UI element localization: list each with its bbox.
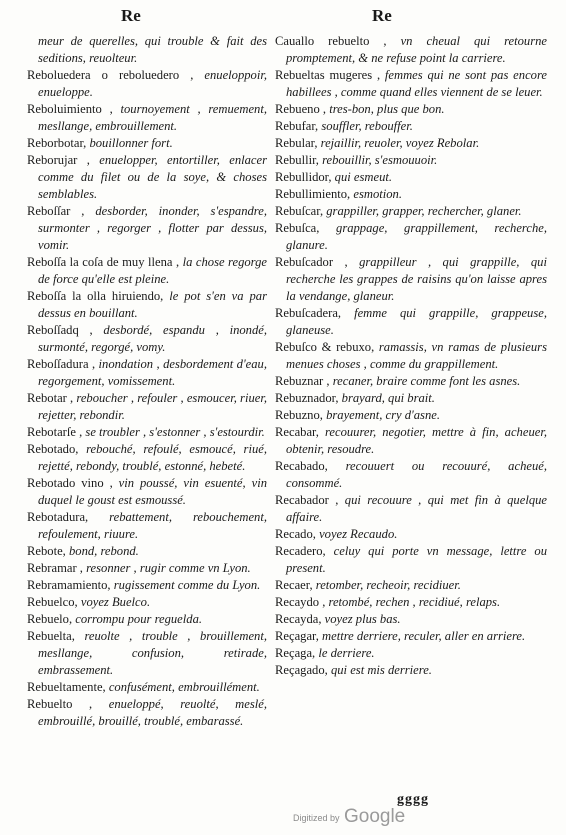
entry-headword: Rebullir, [275,153,319,167]
dictionary-entry [275,628,547,645]
dictionary-entry [27,543,267,560]
entry-headword: Rebotado, [27,442,79,456]
entry-definition: reboucher , refouler , esmoucer, riuer, rejetter, rebondir. [38,391,267,422]
dictionary-entry [27,560,267,577]
entry-headword: Recabador , [275,493,339,507]
watermark-small: Digitized by [293,812,340,823]
dictionary-entry [27,424,267,441]
entry-definition: tournoyement , remuement, mesllange, embrouillement. [38,102,267,133]
dictionary-entry [27,594,267,611]
entry-headword: Reboſſadq , [27,323,93,337]
dictionary-entry [27,628,267,679]
entry-headword: Rebullidor, [275,170,332,184]
header-right: Re [372,6,392,25]
entry-definition: recouuert ou recouuré, acheué, consommé. [286,459,547,490]
entry-headword: Reborujar , [27,153,90,167]
entry-definition: meur de querelles, qui trouble & fait des seditions, reuolteur. [38,34,267,65]
entry-definition: celuy qui porte vn message, lettre ou present. [286,544,547,575]
entry-definition: resonner , rugir comme vn Lyon. [82,561,251,575]
entry-definition: la chose regorge de force qu'elle est pleine. [38,255,267,286]
entry-headword: Rebotar , [27,391,74,405]
entry-headword: Recayda, [275,612,322,626]
dictionary-entry [275,611,547,628]
entry-headword: Reçagado, [275,663,328,677]
dictionary-entry [275,339,547,373]
entry-definition: vin poussé, vin esuenté, vin duquel le goust est esmoussé. [38,476,267,507]
entry-definition: reuolte , trouble , brouillement, mesllange, confusion, retirade, embrassement. [38,629,267,677]
dictionary-entry [275,101,547,118]
entry-definition: qui est mis derriere. [327,663,432,677]
dictionary-entry [27,475,267,509]
signature-mark: gggg [397,792,429,807]
entry-headword: Rebuſcador , [275,255,348,269]
left-column [27,33,267,730]
digitized-watermark [293,806,405,828]
entry-headword: Reboluimiento , [27,102,113,116]
entry-definition: ramassis, vn ramas de plusieurs menues choses , comme du grappillement. [286,340,547,371]
dictionary-entry [27,135,267,152]
entry-definition: femme qui grappille, grappeuse, glaneuse. [286,306,547,337]
entry-headword: Recadero, [275,544,326,558]
entry-definition: recouurer, negotier, mettre à fin, acheuer, obtenir, resoudre. [286,425,547,456]
dictionary-entry [275,645,547,662]
entry-headword: Rebote, [27,544,66,558]
entry-definition: voyez plus bas. [321,612,401,626]
entry-definition: retombé, rechen , recidiué, relaps. [325,595,501,609]
entry-definition: confusément, embrouillément. [105,680,260,694]
entry-definition: esmotion. [350,187,402,201]
entry-definition: grappage, grappillement, recherche, glanure. [286,221,547,252]
entry-headword: Recado, [275,527,316,541]
dictionary-entry [275,458,547,492]
entry-definition: femmes qui ne sont pas encore habillees , comme quand elles viennent de se leuer. [286,68,547,99]
entry-headword: Recaydo , [275,595,326,609]
entry-definition: grappilleur , qui grappille, qui recherche les grappes de raisins qu'on laisse apres la vendange, glaneur. [286,255,547,303]
dictionary-entry [275,254,547,305]
entry-headword: Recabar, [275,425,319,439]
dictionary-entry [275,169,547,186]
dictionary-entry [275,577,547,594]
dictionary-entry [275,33,547,67]
dictionary-entry [275,390,547,407]
dictionary-entry [275,135,547,152]
entry-headword: Rebuzno, [275,408,323,422]
entry-headword: Reboſſar , [27,204,85,218]
entry-definition: le pot s'en va par dessus en bouillant. [38,289,267,320]
watermark-logo: Google [343,806,406,827]
right-column [275,33,547,679]
dictionary-entry [275,492,547,526]
entry-definition: qui esmeut. [331,170,393,184]
entry-headword: Rebuznar , [275,374,330,388]
entry-definition: brayement, cry d'asne. [322,408,440,422]
entry-headword: Reboſſadura , [27,357,96,371]
entry-headword: Reçaga, [275,646,316,660]
entry-headword: Rebuznador, [275,391,339,405]
entry-definition: bouillonner fort. [86,136,173,150]
entry-headword: Recaer, [275,578,313,592]
dictionary-entry [27,679,267,696]
dictionary-entry [27,288,267,322]
dictionary-entry [27,577,267,594]
dictionary-entry [27,509,267,543]
dictionary-entry [27,203,267,254]
dictionary-entry [275,67,547,101]
entry-headword: Rebotadura, [27,510,89,524]
dictionary-entry [27,152,267,203]
entry-headword: Rebuelto , [27,697,93,711]
dictionary-entry [275,203,547,220]
dictionary-entry [275,118,547,135]
dictionary-entry [27,33,267,67]
entry-headword: Rebueno , [275,102,327,116]
entry-headword: Rebufar, [275,119,319,133]
dictionary-entry [27,101,267,135]
entry-definition: bond, rebond. [65,544,139,558]
entry-definition: enueloppoir, enueloppe. [38,68,267,99]
dictionary-entry [275,305,547,339]
entry-definition: enuelopper, entortiller, enlacer comme du filet ou de la soye, & choses semblables. [38,153,268,201]
dictionary-entry [27,441,267,475]
entry-headword: Rebotarſe , [27,425,83,439]
entry-definition: grappiller, grapper, rechercher, glaner. [323,204,522,218]
entry-headword: Rebramar , [27,561,83,575]
entry-definition: voyez Buelco. [77,595,151,609]
entry-headword: Rebuſca, [275,221,320,235]
dictionary-entry [27,611,267,628]
entry-definition: voyez Recaudo. [315,527,398,541]
entry-headword: Recabado, [275,459,328,473]
dictionary-entry [275,407,547,424]
entry-headword: Rebuelta, [27,629,75,643]
entry-headword: Rebuſcar, [275,204,324,218]
entry-definition: rebouché, refoulé, esmoucé, riué, rejetté, rebondy, troublé, estonné, hebeté. [38,442,267,473]
dictionary-entry [275,186,547,203]
entry-definition: inondation , desbordement d'eau, regorgement, vomissement. [38,357,267,388]
dictionary-entry [27,696,267,730]
entry-headword: Rebramamiento, [27,578,111,592]
entry-definition: retomber, recheoir, recidiuer. [312,578,461,592]
entry-definition: rugissement comme du Lyon. [110,578,261,592]
entry-headword: Rebotado vino , [27,476,113,490]
dictionary-entry [275,526,547,543]
entry-headword: Rebullimiento, [275,187,351,201]
entry-definition: recaner, braire comme font les asnes. [329,374,521,388]
entry-headword: Rebuſcadera, [275,306,342,320]
dictionary-entry [275,373,547,390]
entry-definition: desborder, inonder, s'espandre, surmonter , regorger , flotter par dessus, vomir. [38,204,267,252]
entry-definition: souffler, rebouffer. [318,119,413,133]
entry-definition: le derriere. [315,646,375,660]
header-left: Re [121,6,141,25]
entry-headword: Reborbotar, [27,136,87,150]
dictionary-entry [27,67,267,101]
entry-headword: Rebular, [275,136,318,150]
entry-headword: Rebueltamente, [27,680,106,694]
entry-headword: Cauallo rebuelto , [275,34,387,48]
entry-definition: vn cheual qui retourne promptement, & ne refuse point la carriere. [286,34,547,65]
entry-headword: Reboſſa la coſa de muy llena , [27,255,180,269]
entry-definition: rejaillir, reuoler, voyez Rebolar. [317,136,480,150]
dictionary-entry [275,424,547,458]
dictionary-entry [27,390,267,424]
dictionary-entry [27,356,267,390]
entry-definition: mettre derriere, reculer, aller en arriere. [318,629,526,643]
dictionary-entry [27,322,267,356]
entry-definition: se troubler , s'estonner , s'estourdir. [82,425,265,439]
entry-definition: brayard, qui brait. [338,391,435,405]
dictionary-entry [27,254,267,288]
dictionary-entry [275,220,547,254]
dictionary-entry [275,662,547,679]
entry-definition: rebattement, rebouchement, refoulement, riuure. [38,510,267,541]
dictionary-entry [275,594,547,611]
dictionary-entry [275,543,547,577]
entry-definition: desbordé, espandu , inondé, surmonté, regorgé, vomy. [38,323,267,354]
entry-definition: enueloppé, reuolté, meslé, embrouillé, brouillé, troublé, embarassé. [38,697,268,728]
entry-headword: Reboſſa la olla hiruiendo, [27,289,164,303]
entry-definition: corrompu pour reguelda. [72,612,203,626]
entry-headword: Rebuelco, [27,595,78,609]
entry-headword: Reçagar, [275,629,319,643]
entry-headword: Rebuelo, [27,612,73,626]
entry-definition: rebouillir, s'esmouuoir. [318,153,438,167]
entry-definition: tres-bon, plus que bon. [326,102,445,116]
dictionary-entry [275,152,547,169]
entry-definition: qui recouure , qui met fin à quelque affaire. [286,493,547,524]
entry-headword: Rebuſco & rebuxo, [275,340,375,354]
entry-headword: Reboluedera o reboluedero , [27,68,194,82]
running-header [0,6,566,28]
entry-headword: Rebueltas mugeres , [275,68,381,82]
